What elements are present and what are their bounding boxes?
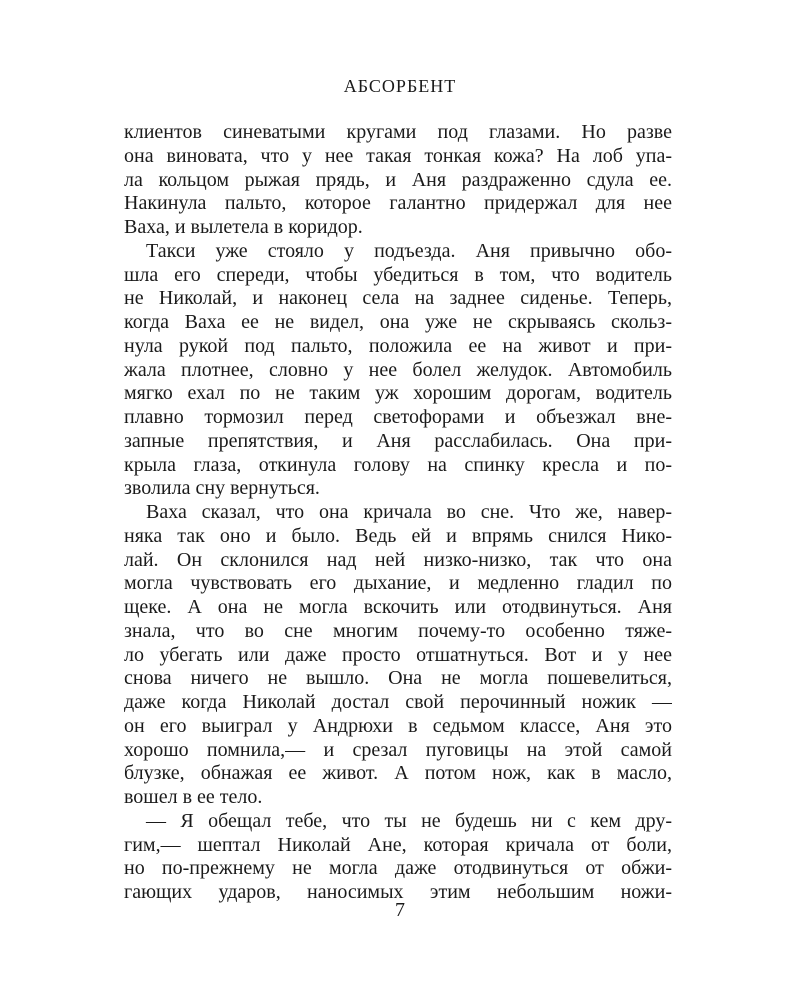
text-line: клиентов синеватыми кругами под глазами. Но разве [124,121,672,143]
text-line: — Я обещал тебе, что ты не будешь ни с кем дру- [146,809,672,832]
text-line: могла чувствовать его дыхание, и медленно гладил по [124,572,672,595]
text-line: няка так оно и было. Ведь ей и впрямь снился Нико- [124,524,672,547]
text-line: но по-прежнему не могла даже отодвинуться от обжи- [124,857,672,880]
text-line: гающих ударов, наносимых этим небольшим ножи- [124,881,672,903]
body-text [124,121,672,905]
text-line: гим,— шептал Николай Ане, которая кричала от боли, [124,833,672,856]
text-line: Ваха сказал, что она кричала во сне. Что же, навер- [146,501,672,523]
text-line: запные препятствия, и Аня расслабилась. Она при- [124,429,672,452]
text-line: жала плотнее, словно у нее болел желудок. Автомобиль [124,358,672,381]
text-line: Накинула пальто, которое галантно придержал для нее [124,192,672,215]
text-line: знала, что во сне многим почему-то особенно тяже- [124,619,672,642]
text-line: щеке. А она не могла вскочить или отодвинуться. Аня [124,596,672,618]
text-line: не Николай, и наконец села на заднее сиденье. Теперь, [124,287,672,310]
text-line: нула рукой под пальто, положила ее на живот и при- [124,334,672,357]
text-line: Такси уже стояло у подъезда. Аня привычно обо- [146,239,672,262]
text-line: блузке, обнажая ее живот. А потом нож, как в масло, [124,762,672,785]
running-head: АБСОРБЕНТ [343,76,457,96]
text-line: хорошо помнила,— и срезал пуговицы на этой самой [124,738,672,761]
text-line: ла кольцом рыжая прядь, и Аня раздраженно сдула ее. [124,168,672,191]
text-line: когда Ваха ее не видел, она уже не скрываясь скольз- [124,311,672,333]
text-line: мягко ехал по не таким уж хорошим дорогам, водитель [124,382,672,405]
text-line: плавно тормозил перед светофорами и объезжал вне- [124,406,672,428]
text-line: она виновата, что у нее такая тонкая кожа? На лоб упа- [124,144,672,167]
text-line: Ваха, и вылетела в коридор. [124,216,363,238]
text-line: он его выиграл у Андрюхи в седьмом классе, Аня это [124,714,672,737]
text-line: шла его спереди, чтобы убедиться в том, что водитель [124,263,672,286]
text-line: снова ничего не вышло. Она не могла пошевелиться, [124,667,672,690]
text-line: даже когда Николай достал свой перочинный ножик — [124,691,672,713]
page-number: 7 [395,899,405,921]
text-line: лай. Он склонился над ней низко-низко, так что она [124,548,672,571]
text-line: ло убегать или даже просто отшатнуться. Вот и у нее [124,643,672,666]
text-line: вошел в ее тело. [124,786,263,808]
text-line: крыла глаза, откинула голову на спинку кресла и по- [124,453,672,476]
text-line: зволила сну вернуться. [124,477,320,500]
